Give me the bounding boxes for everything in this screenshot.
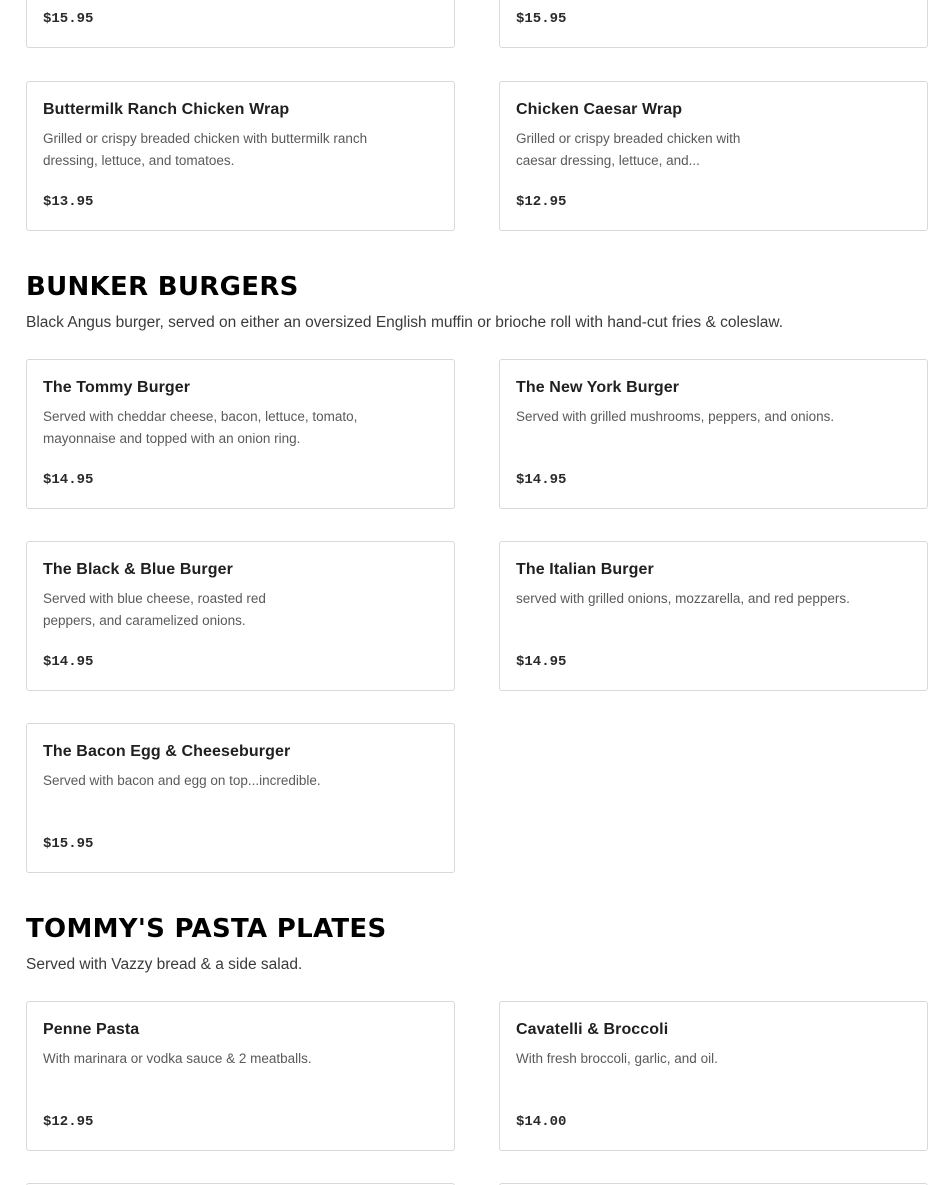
item-description: Served with blue cheese, roasted red peppers, and caramelized onions. [43,591,266,628]
item-price: $12.95 [43,1114,94,1130]
menu-item-card[interactable] [26,0,455,48]
menu-item-card[interactable] [26,723,455,873]
item-price: $15.95 [43,836,94,852]
item-price: $12.95 [516,194,567,210]
item-description: Grilled or crispy breaded chicken with caesar dressing, lettuce, and... [516,131,741,168]
item-description: Served with cheddar cheese, bacon, lettuce, tomato, mayonnaise and topped with an onion ring. [43,409,358,446]
item-name: The Bacon Egg & Cheeseburger [43,743,291,760]
item-name: The Black & Blue Burger [43,561,233,578]
menu-item-card[interactable] [499,1001,928,1151]
menu-item-card[interactable] [26,1001,455,1151]
menu-item-card[interactable] [26,541,455,691]
section-subtitle: Black Angus burger, served on either an oversized English muffin or brioche roll with hand-cut fries & coleslaw. [26,314,784,331]
menu-item-card[interactable] [499,541,928,691]
menu-item-card[interactable] [26,81,455,231]
item-price: $14.95 [43,654,94,670]
item-price: $15.95 [516,11,567,27]
item-name: Buttermilk Ranch Chicken Wrap [43,101,290,118]
item-name: Penne Pasta [43,1021,140,1038]
item-price: $14.95 [516,472,567,488]
item-description: served with grilled onions, mozzarella, and red peppers. [516,591,850,606]
item-description: With marinara or vodka sauce & 2 meatballs. [43,1051,312,1066]
menu-item-card[interactable] [499,0,928,48]
section-subtitle: Served with Vazzy bread & a side salad. [26,956,303,973]
menu-item-card[interactable] [499,359,928,509]
item-price: $14.95 [516,654,567,670]
item-description: Served with bacon and egg on top...incredible. [43,773,321,788]
item-description: Served with grilled mushrooms, peppers, and onions. [516,409,835,424]
item-name: The Tommy Burger [43,379,191,396]
menu-item-card[interactable] [499,81,928,231]
item-name: The Italian Burger [516,561,654,578]
item-price: $13.95 [43,194,94,210]
item-price: $15.95 [43,11,94,27]
item-name: Chicken Caesar Wrap [516,101,683,118]
item-price: $14.95 [43,472,94,488]
menu-item-card[interactable] [26,359,455,509]
item-description: Grilled or crispy breaded chicken with buttermilk ranch dressing, lettuce, and tomatoes. [43,131,368,168]
section-title: BUNKER BURGERS [26,272,299,302]
section-title: TOMMY'S PASTA PLATES [26,914,387,944]
item-description: With fresh broccoli, garlic, and oil. [516,1051,718,1066]
item-price: $14.00 [516,1114,567,1130]
item-name: The New York Burger [516,379,680,396]
item-name: Cavatelli & Broccoli [516,1021,669,1038]
